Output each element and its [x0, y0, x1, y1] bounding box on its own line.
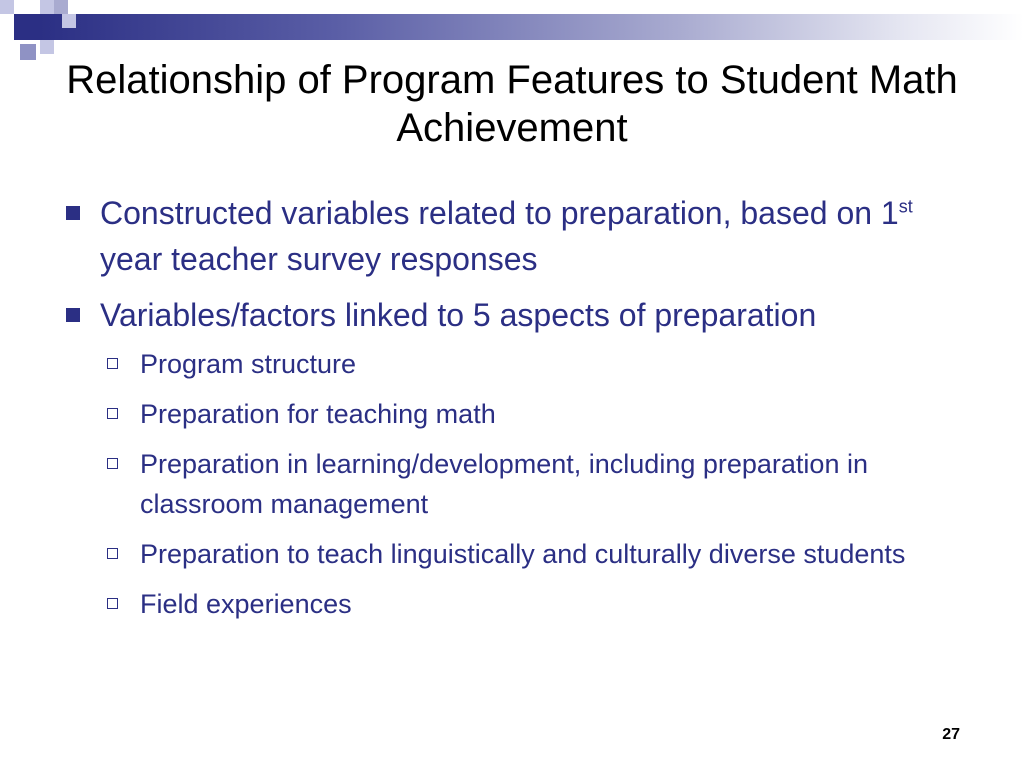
decor-square [54, 0, 68, 14]
hollow-square-bullet-icon [107, 548, 118, 559]
bullet-item [62, 190, 962, 282]
header-gradient-band [40, 14, 1024, 40]
bullet-text: Constructed variables related to preparation, based on 1 [100, 195, 899, 231]
decor-square [62, 14, 76, 28]
bullet-text: year teacher survey responses [100, 241, 538, 277]
hollow-square-bullet-icon [107, 598, 118, 609]
sub-bullet-item [62, 344, 962, 384]
decor-square [40, 0, 54, 14]
sub-bullet-item [62, 584, 962, 624]
sub-bullet-text: Preparation to teach linguistically and culturally diverse students [140, 539, 906, 569]
sub-bullet-item [62, 444, 962, 524]
bullet-item [62, 292, 962, 338]
hollow-square-bullet-icon [107, 458, 118, 469]
bullet-superscript: st [898, 196, 913, 217]
hollow-square-bullet-icon [107, 408, 118, 419]
sub-bullet-text: Program structure [140, 349, 357, 379]
decor-square [20, 44, 36, 60]
sub-bullet-text: Preparation for teaching math [140, 399, 496, 429]
sub-bullet-item [62, 534, 962, 574]
square-bullet-icon [66, 206, 80, 220]
square-bullet-icon [66, 308, 80, 322]
sub-bullet-text: Field experiences [140, 589, 352, 619]
slide-content [62, 190, 962, 634]
sub-bullet-item [62, 394, 962, 434]
page-number: 27 [942, 726, 960, 743]
decor-square [0, 0, 14, 14]
decor-square [14, 14, 40, 40]
sub-bullet-list [62, 344, 962, 624]
decor-square [40, 40, 54, 54]
hollow-square-bullet-icon [107, 358, 118, 369]
bullet-text: Variables/factors linked to 5 aspects of preparation [100, 297, 817, 333]
sub-bullet-text: Preparation in learning/development, including preparation in classroom management [140, 449, 868, 519]
slide-title: Relationship of Program Features to Student Math Achievement [66, 58, 958, 150]
